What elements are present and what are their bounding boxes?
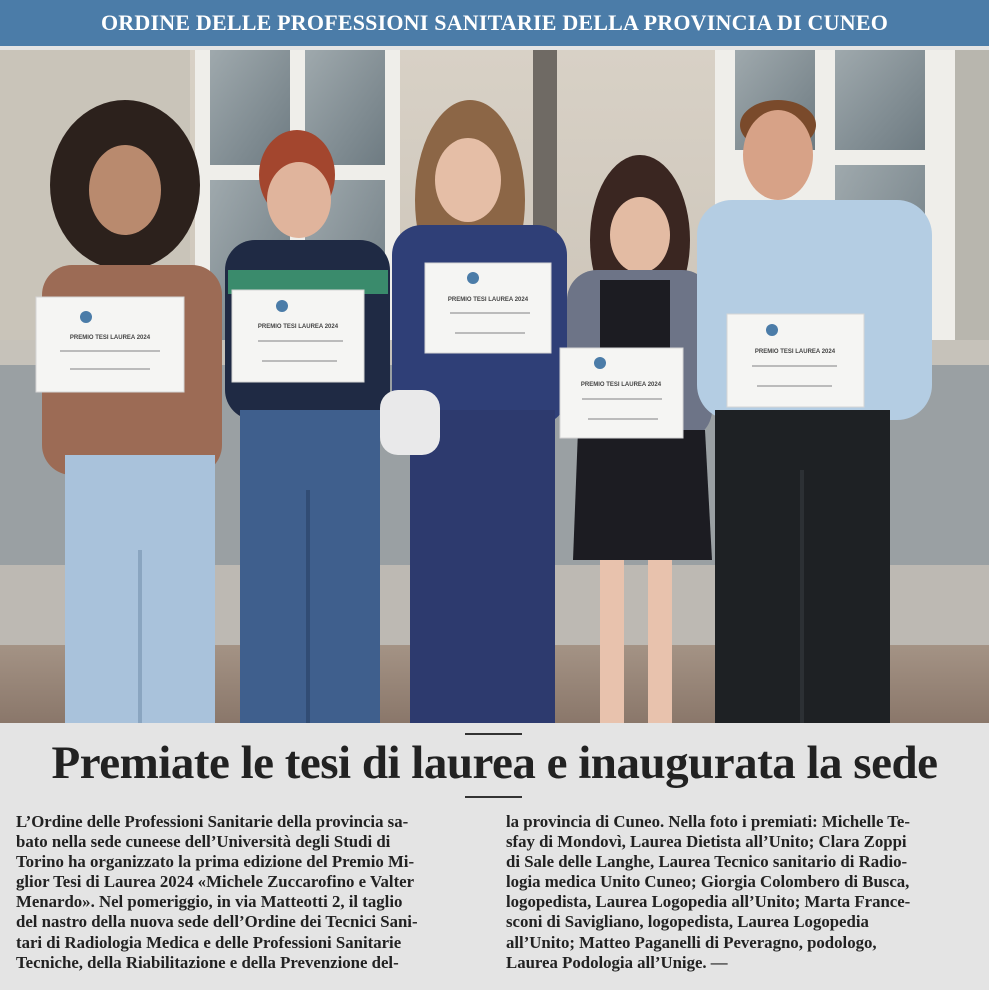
- article-line: all’Unito; Matteo Paganelli di Peveragno, podologo,: [506, 932, 877, 952]
- certificate-3-title: PREMIO TESI LAUREA 2024: [447, 297, 529, 303]
- certificate-2: [232, 290, 364, 382]
- certificate-4-title: PREMIO TESI LAUREA 2024: [580, 382, 662, 388]
- section-banner: [0, 0, 989, 46]
- certificate-5-title: PREMIO TESI LAUREA 2024: [754, 349, 836, 355]
- article-headline: Premiate le tesi di laurea e inaugurata la sede: [51, 737, 938, 789]
- article-line: di Sale delle Langhe, Laurea Tecnico sanitario di Radio-: [506, 852, 908, 872]
- article-line: bato nella sede cuneese dell’Università degli Studi di: [16, 832, 391, 852]
- certificate-4: [560, 348, 683, 438]
- banner-title: ORDINE DELLE PROFESSIONI SANITARIE DELLA PROVINCIA DI CUNEO: [100, 10, 889, 35]
- article-column-2: [506, 812, 972, 973]
- article-line: L’Ordine delle Professioni Sanitarie della provincia sa-: [16, 812, 409, 831]
- certificate-1: [36, 297, 184, 392]
- article-line: Torino ha organizzato la prima edizione del Premio Mi-: [16, 852, 415, 872]
- article-line: logopedista, Laurea Logopedia all’Unito; Marta France-: [506, 892, 911, 912]
- article-column-1: [16, 812, 481, 973]
- article-line: Laurea Podologia all’Unige. —: [506, 952, 728, 972]
- article-line: Menardo». Nel pomeriggio, in via Matteotti 2, il taglio: [16, 892, 403, 912]
- headline-rule-top: [465, 733, 522, 735]
- certificate-5: [727, 314, 864, 407]
- article-line: del nastro della nuova sede dell’Ordine dei Tecnici Sani-: [16, 912, 418, 932]
- article-line: logia medica Unito Cuneo; Giorgia Colombero di Busca,: [506, 872, 910, 892]
- certificate-2-title: PREMIO TESI LAUREA 2024: [257, 324, 339, 330]
- article-line: sfay di Mondovì, Laurea Dietista all’Unito; Clara Zoppi: [506, 832, 907, 852]
- person-1: [42, 100, 222, 723]
- certificate-1-title: PREMIO TESI LAUREA 2024: [69, 335, 151, 341]
- group-photo: [0, 50, 989, 723]
- article-line: Tecniche, della Riabilitazione e della Prevenzione del-: [16, 952, 399, 972]
- article-line: tari di Radiologia Medica e delle Professioni Sanitarie: [16, 932, 402, 952]
- article-line: sconi di Savigliano, logopedista, Laurea Logopedia: [506, 912, 869, 932]
- article-line: la provincia di Cuneo. Nella foto i premiati: Michelle Te-: [506, 812, 910, 831]
- headline-rule-bottom: [465, 796, 522, 798]
- article-line: glior Tesi di Laurea 2024 «Michele Zuccarofino e Valter: [16, 872, 415, 892]
- certificate-3: [425, 263, 551, 353]
